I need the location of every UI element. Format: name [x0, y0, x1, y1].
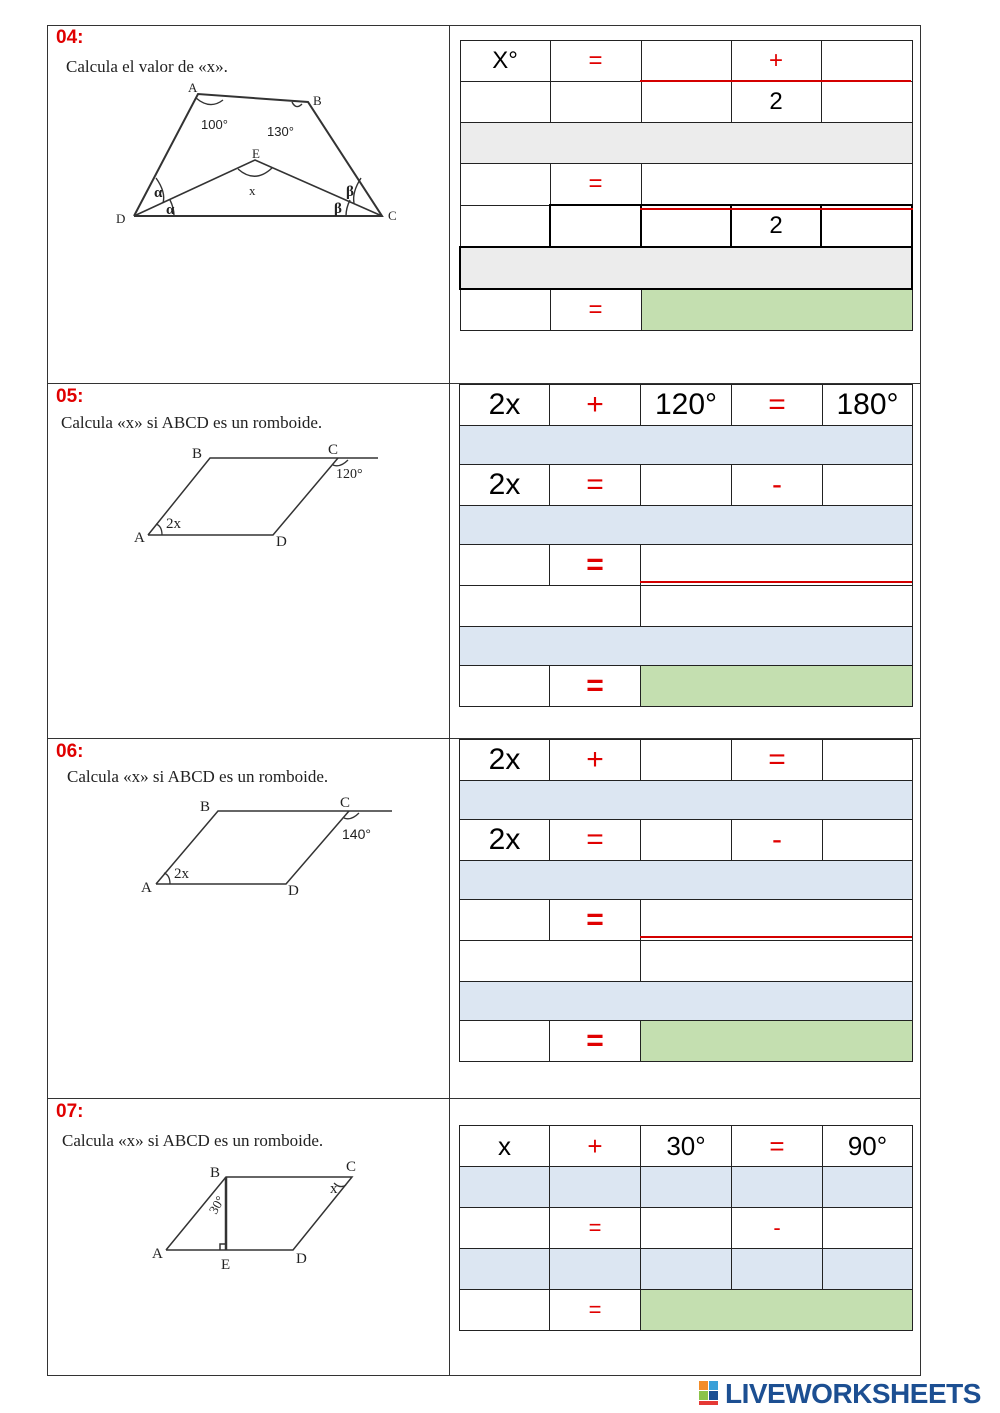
grid-cell: 90°	[823, 1126, 913, 1167]
row-divider	[47, 1098, 921, 1099]
grid-cell: 2x	[460, 385, 550, 426]
operator-cell: =	[550, 666, 641, 707]
operator-cell: =	[550, 289, 641, 331]
grid-cell: 2	[731, 82, 821, 123]
vertex-label: A	[188, 80, 198, 95]
vertex-label: E	[221, 1257, 231, 1273]
answer-input-cell[interactable]	[460, 1290, 550, 1331]
result-cell[interactable]	[641, 666, 913, 707]
fraction-bar	[640, 80, 911, 82]
answer-input-cell[interactable]	[823, 740, 913, 781]
grid-cell: 30°	[641, 1126, 732, 1167]
angle-label: x	[330, 1181, 338, 1197]
angle-label: 100°	[201, 117, 228, 132]
vertex-label: B	[210, 1165, 221, 1181]
spacer-cell	[460, 1167, 550, 1208]
answer-input-cell[interactable]	[821, 205, 912, 247]
answer-input-cell[interactable]	[460, 941, 641, 982]
answer-input-cell[interactable]	[641, 82, 731, 123]
grid-cell: 2x	[460, 820, 550, 861]
answer-input-cell[interactable]	[460, 666, 550, 707]
answer-input-cell[interactable]	[460, 545, 550, 586]
operator-cell: =	[550, 1290, 641, 1331]
result-cell[interactable]	[641, 1290, 913, 1331]
angle-label: x	[249, 183, 256, 198]
answer-grid	[459, 384, 913, 707]
vertex-label: E	[252, 146, 260, 161]
answer-input-cell[interactable]	[821, 41, 912, 82]
spacer-cell	[460, 1249, 550, 1290]
answer-input-cell[interactable]	[460, 164, 550, 206]
answer-input-cell[interactable]	[641, 205, 731, 247]
rhomboid-figure	[128, 440, 388, 550]
angle-label: α	[166, 202, 175, 218]
spacer-cell	[550, 1167, 641, 1208]
spacer-cell	[641, 1167, 732, 1208]
operator-cell: +	[550, 740, 641, 781]
fraction-bar	[640, 581, 912, 583]
answer-input-cell[interactable]	[460, 1208, 550, 1249]
spacer-row	[460, 426, 913, 465]
operator-cell: =	[550, 1021, 641, 1062]
operator-cell: =	[550, 164, 641, 206]
problem-number: 07:	[56, 1101, 84, 1122]
operator-cell: -	[732, 1208, 823, 1249]
vertex-label: C	[328, 442, 339, 458]
vertex-label: B	[192, 446, 203, 462]
spacer-row	[460, 506, 913, 545]
problem-prompt: Calcula «x» si ABCD es un romboide.	[67, 767, 329, 786]
operator-cell: =	[550, 465, 641, 506]
answer-grid	[459, 1125, 913, 1331]
answer-input-cell[interactable]	[460, 900, 550, 941]
answer-input-cell[interactable]	[641, 465, 732, 506]
answer-input-cell[interactable]	[641, 900, 913, 941]
angle-label: α	[154, 185, 163, 201]
angle-label: 120°	[336, 467, 363, 482]
answer-input-cell[interactable]	[821, 82, 912, 123]
problem-prompt: Calcula el valor de «x».	[66, 57, 228, 76]
grid-cell: X°	[460, 41, 550, 82]
answer-input-cell[interactable]	[641, 586, 913, 627]
operator-cell: =	[550, 900, 641, 941]
answer-input-cell[interactable]	[641, 164, 912, 206]
spacer-cell	[641, 1249, 732, 1290]
spacer-row	[460, 123, 912, 164]
vertex-label: D	[296, 1251, 307, 1267]
angle-label: 30°	[205, 1193, 228, 1217]
answer-input-cell[interactable]	[460, 82, 550, 123]
spacer-row	[460, 861, 913, 900]
answer-grid	[459, 739, 913, 1062]
column-divider	[449, 25, 450, 1376]
problem-number: 05:	[56, 386, 84, 407]
answer-input-cell[interactable]	[641, 1208, 732, 1249]
fraction-bar	[640, 208, 913, 210]
angle-label: 140°	[342, 826, 371, 842]
vertex-label: C	[340, 795, 351, 811]
answer-input-cell[interactable]	[460, 205, 550, 247]
answer-input-cell[interactable]	[460, 1021, 550, 1062]
grid-cell: x	[460, 1126, 550, 1167]
answer-input-cell[interactable]	[460, 289, 550, 331]
vertex-label: D	[276, 534, 287, 550]
angle-label: β	[346, 184, 354, 200]
vertex-label: B	[313, 93, 322, 108]
answer-input-cell[interactable]	[641, 740, 732, 781]
vertex-label: D	[116, 211, 126, 226]
grid-cell: 2	[731, 205, 821, 247]
operator-cell: +	[731, 41, 821, 82]
trapezoid-figure	[110, 80, 410, 230]
spacer-row	[460, 247, 912, 289]
operator-cell: -	[732, 820, 823, 861]
angle-label: β	[334, 201, 342, 217]
vertex-label: B	[200, 799, 211, 815]
spacer-cell	[732, 1167, 823, 1208]
operator-cell: =	[732, 1126, 823, 1167]
vertex-label: A	[141, 880, 152, 896]
spacer-row	[460, 982, 913, 1021]
operator-cell: -	[732, 465, 823, 506]
grid-cell: 2x	[460, 740, 550, 781]
problem-prompt: Calcula «x» si ABCD es un romboide.	[61, 413, 323, 432]
vertex-label: C	[346, 1159, 357, 1175]
answer-input-cell[interactable]	[550, 82, 641, 123]
spacer-cell	[732, 1249, 823, 1290]
angle-label: 2x	[166, 516, 181, 532]
brand-name: LIVEWORKSHEETS	[725, 1378, 981, 1409]
problem-number: 06:	[56, 741, 84, 762]
spacer-cell	[823, 1249, 913, 1290]
answer-grid	[459, 40, 913, 331]
answer-input-cell[interactable]	[641, 41, 731, 82]
angle-label: 2x	[174, 866, 189, 882]
fraction-bar	[640, 936, 912, 938]
answer-input-cell[interactable]	[550, 205, 641, 247]
operator-cell: =	[550, 545, 641, 586]
operator-cell: =	[550, 1208, 641, 1249]
angle-label: 130°	[267, 124, 294, 139]
answer-input-cell[interactable]	[823, 820, 913, 861]
answer-input-cell[interactable]	[641, 545, 913, 586]
answer-input-cell[interactable]	[641, 941, 913, 982]
answer-input-cell[interactable]	[460, 586, 641, 627]
answer-input-cell[interactable]	[823, 465, 913, 506]
operator-cell: =	[732, 740, 823, 781]
spacer-row	[460, 781, 913, 820]
result-cell[interactable]	[641, 289, 912, 331]
vertex-label: A	[134, 530, 145, 546]
result-cell[interactable]	[641, 1021, 913, 1062]
operator-cell: =	[550, 41, 641, 82]
grid-cell: 180°	[823, 385, 913, 426]
vertex-label: C	[388, 208, 397, 223]
answer-input-cell[interactable]	[823, 1208, 913, 1249]
answer-input-cell[interactable]	[641, 820, 732, 861]
spacer-row	[460, 627, 913, 666]
operator-cell: +	[550, 1126, 641, 1167]
problem-prompt: Calcula «x» si ABCD es un romboide.	[62, 1131, 324, 1150]
vertex-label: D	[288, 883, 299, 899]
grid-cell: 2x	[460, 465, 550, 506]
operator-cell: =	[550, 820, 641, 861]
rhomboid-figure	[148, 1155, 368, 1275]
spacer-cell	[823, 1167, 913, 1208]
operator-cell: +	[550, 385, 641, 426]
problem-number: 04:	[56, 27, 84, 48]
rhomboid-figure	[136, 794, 396, 904]
grid-cell: 120°	[641, 385, 732, 426]
operator-cell: =	[732, 385, 823, 426]
vertex-label: A	[152, 1246, 163, 1262]
spacer-cell	[550, 1249, 641, 1290]
